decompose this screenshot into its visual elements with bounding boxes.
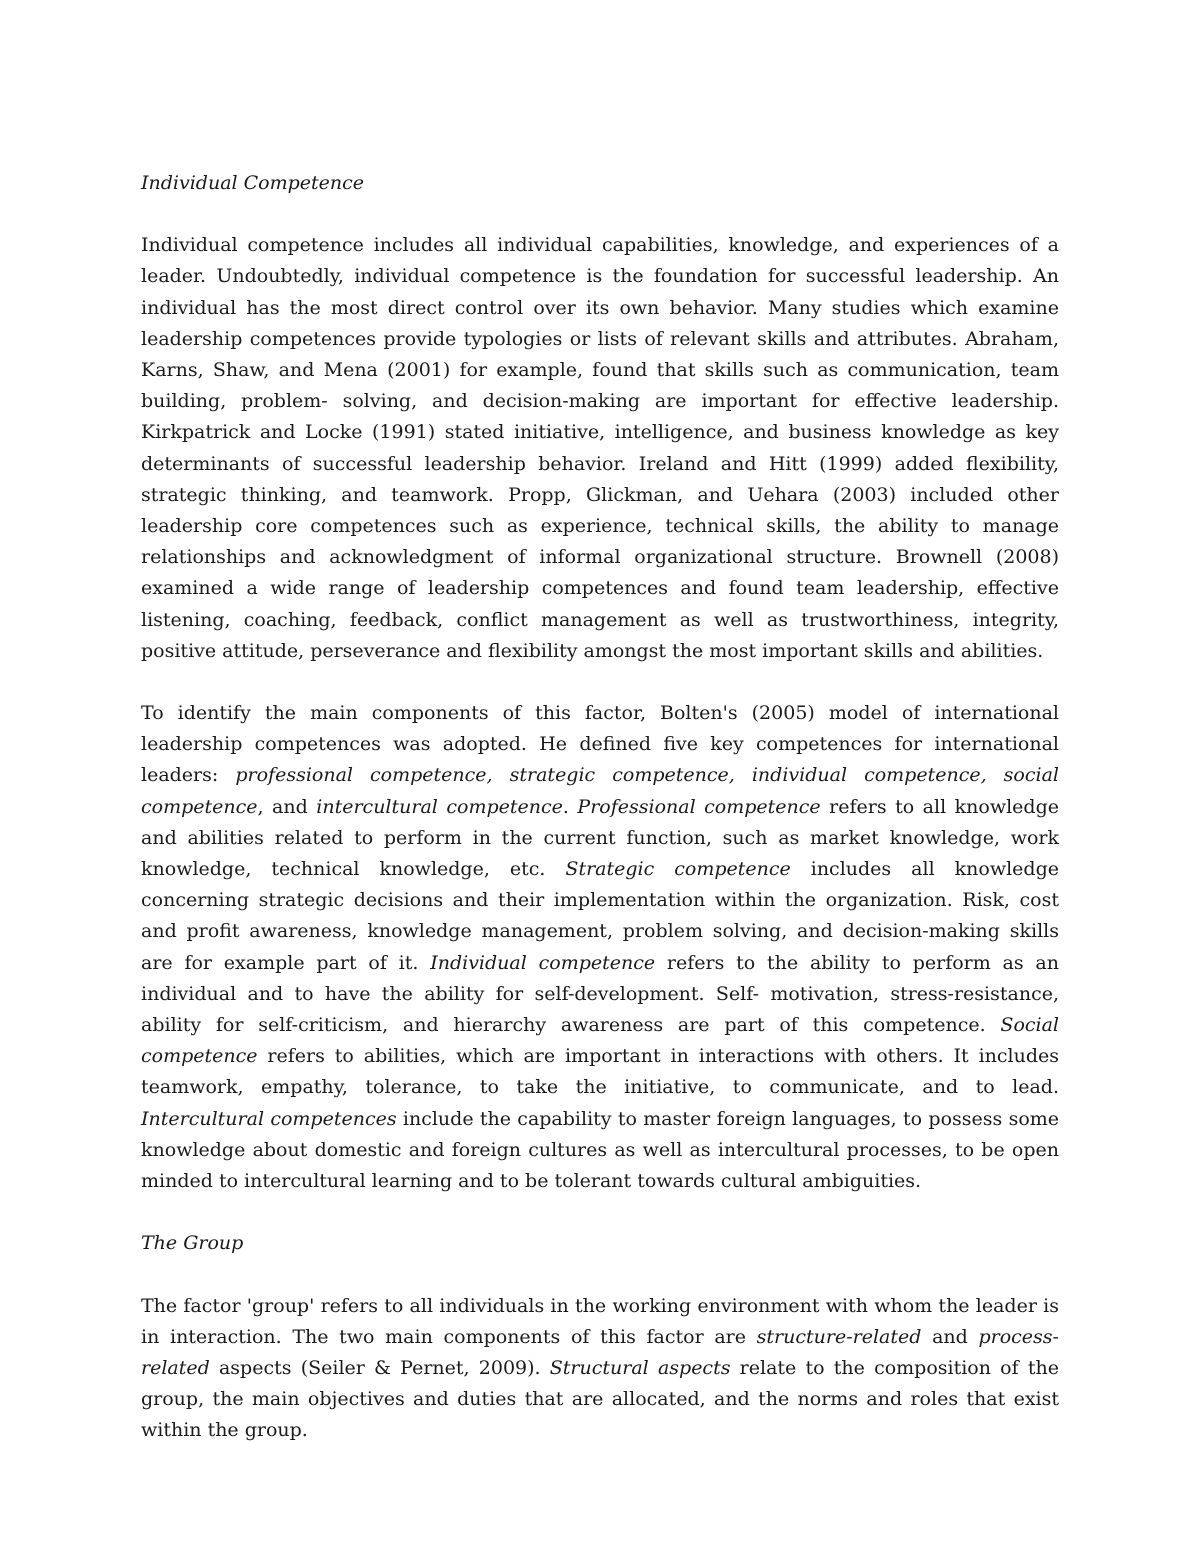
text-run: , and: [257, 795, 317, 818]
emphasis-five-competences: professional competence, strategic competence, individual competence, social competence: [141, 764, 1059, 818]
text-run: and: [921, 1325, 979, 1348]
text-run: include the capability to master foreign languages, to possess some knowledge about domestic and foreign cultures as well as intercultural processes, to be open minded to intercultural learning and to be tolerant towards cultural ambiguities.: [141, 1107, 1060, 1193]
text-run: .: [562, 795, 578, 818]
paragraph-bolten-model: [141, 698, 1059, 1197]
emphasis-structural-aspects: Structural aspects: [549, 1356, 731, 1379]
emphasis-process-related: process-related: [141, 1325, 1059, 1379]
text-run: refers to the ability to perform as an individual and to have the ability for self-development. Self- motivation, stress-resistance, ability for self-criticism, and hierarchy awareness are part of this competence.: [141, 951, 1060, 1037]
text-run: refers to all knowledge and abilities related to perform in the current function, such as market knowledge, work knowledge, technical knowledge, etc.: [141, 795, 1059, 881]
text-run: includes all knowledge concerning strategic decisions and their implementation within the organization. Risk, cost and profit awareness, knowledge management, problem solving, and decision-making skills are for example part of it.: [141, 858, 1059, 974]
emphasis-intercultural-competence: intercultural competence: [316, 795, 563, 818]
text-run: aspects (Seiler & Pernet, 2009).: [209, 1356, 550, 1379]
text-run: refers to abilities, which are important in interactions with others. It includes teamwork, empathy, tolerance, to take the initiative, to communicate, and to lead.: [141, 1045, 1059, 1099]
text-run: relate to the composition of the group, the main objectives and duties that are allocated, and the norms and roles that exist within the group.: [141, 1356, 1059, 1442]
emphasis-individual-competence: Individual competence: [430, 951, 656, 974]
section-heading-the-group: The Group: [141, 1232, 244, 1255]
section-heading-individual-competence: Individual Competence: [141, 172, 365, 194]
text-run: The factor 'group' refers to all individuals in the working environment with whom the leader is in interaction. The two main components of this factor are: [141, 1294, 1059, 1348]
emphasis-strategic-competence: Strategic competence: [565, 858, 791, 881]
emphasis-intercultural-competences: Intercultural competences: [141, 1107, 397, 1130]
text-run: To identify the main components of this factor, Bolten's (2005) model of international leadership competences was adopted. He defined five key competences for international leaders:: [141, 702, 1059, 787]
paragraph-the-group: [141, 1291, 1059, 1447]
paragraph-individual-competence: Individual competence includes all individual capabilities, knowledge, and experiences of a leader. Undoubtedly, individual competence is the foundation for successful leadership. An individual has the most direct control over its own behavior. Many studies which examine leadership competences provide typologies or lists of relevant skills and attributes. Abraham, Karns, Shaw, and Mena (2001) for example, found that skills such as communication, team building, problem- solving, and decision-making are important for effective leadership. Kirkpatrick and Locke (1991) stated initiative, intelligence, and business knowledge as key determinants of successful leadership behavior. Ireland and Hitt (1999) added flexibility, strategic thinking, and teamwork. Propp, Glickman, and Uehara (2003) included other leadership core competences such as experience, technical skills, the ability to manage relationships and acknowledgment of informal organizational structure. Brownell (2008) examined a wide range of leadership competences and found team leadership, effective listening, coaching, feedback, conflict management as well as trustworthiness, integrity, positive attitude, perseverance and flexibility amongst the most important skills and abilities.: [141, 234, 1059, 662]
emphasis-structure-related: structure-related: [756, 1325, 922, 1348]
document-page: [141, 168, 1059, 1447]
emphasis-social-competence: Social competence: [141, 1014, 1059, 1068]
emphasis-professional-competence: Professional competence: [577, 795, 821, 818]
